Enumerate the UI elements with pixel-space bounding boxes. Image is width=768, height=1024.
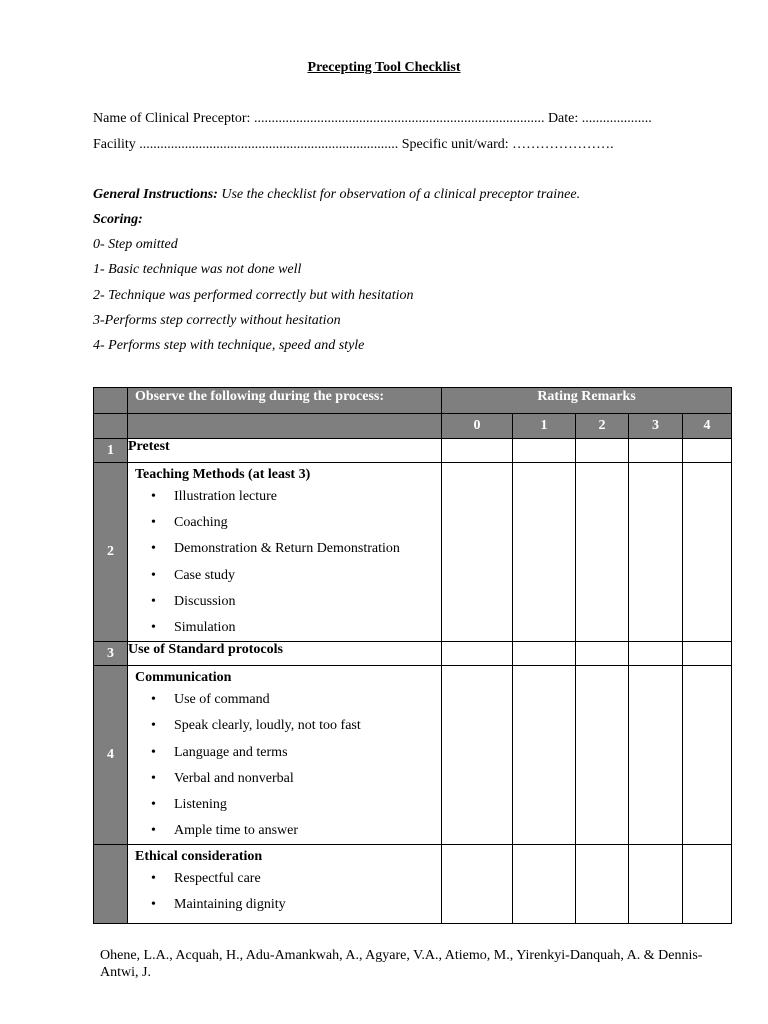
list-item: • Use of command: [128, 687, 441, 713]
table-row: [94, 845, 732, 923]
rating-cell[interactable]: [683, 642, 732, 666]
rating-cell[interactable]: [629, 845, 683, 923]
table-header-row: [94, 388, 732, 414]
list-item: • Simulation: [128, 615, 441, 641]
list-item: • Listening: [128, 792, 441, 818]
rating-cell[interactable]: [629, 439, 683, 463]
rating-cell[interactable]: [683, 439, 732, 463]
citation-footer: Ohene, L.A., Acquah, H., Adu-Amankwah, A., Agyare, V.A., Atiemo, M., Yirenkyi-Danquah, A. & Dennis-Antwi, J.: [100, 948, 703, 980]
row-number: 4: [94, 666, 128, 845]
row-content: [128, 845, 442, 923]
rating-cell[interactable]: [442, 439, 513, 463]
rating-cell[interactable]: [683, 666, 732, 845]
scoring-label: Scoring:: [93, 212, 143, 227]
list-item: • Language and terms: [128, 740, 441, 766]
rating-cell[interactable]: [513, 439, 576, 463]
header-num-cell-2: [94, 414, 128, 439]
rating-cell[interactable]: [513, 642, 576, 666]
observe-header: Observe the following during the process:: [128, 388, 442, 414]
rating-cell[interactable]: [629, 463, 683, 642]
row-number: 3: [94, 642, 128, 666]
rating-cell[interactable]: [576, 439, 629, 463]
rating-remarks-header: Rating Remarks: [442, 388, 732, 414]
score-3: 3-Performs step correctly without hesitation: [93, 313, 341, 328]
rating-col-0: 0: [442, 414, 513, 439]
rating-cell[interactable]: [576, 845, 629, 923]
list-item: • Illustration lecture: [128, 484, 441, 510]
list-item: • Maintaining dignity: [128, 892, 441, 918]
row-number: [94, 845, 128, 923]
rating-cell[interactable]: [513, 463, 576, 642]
rating-cell[interactable]: [576, 642, 629, 666]
general-instructions-label: General Instructions:: [93, 187, 218, 202]
header-blank-cell: [128, 414, 442, 439]
row-content: [128, 666, 442, 845]
list-item: • Coaching: [128, 510, 441, 536]
list-item: • Respectful care: [128, 866, 441, 892]
list-item: • Case study: [128, 563, 441, 589]
table-row: [94, 642, 732, 666]
rating-col-1: 1: [513, 414, 576, 439]
row-content: [128, 463, 442, 642]
rating-columns-row: [94, 414, 732, 439]
rating-cell[interactable]: [576, 666, 629, 845]
list-item: • Discussion: [128, 589, 441, 615]
bullet-list: [128, 687, 441, 844]
document-title: Precepting Tool Checklist: [307, 60, 461, 75]
rating-col-3: 3: [629, 414, 683, 439]
bullet-list: [128, 484, 441, 641]
score-1: 1- Basic technique was not done well: [93, 262, 302, 277]
row-number: 1: [94, 439, 128, 463]
rating-cell[interactable]: [683, 845, 732, 923]
table-row: [94, 463, 732, 642]
bullet-list: [128, 866, 441, 922]
row-title: Teaching Methods (at least 3): [135, 467, 311, 482]
score-0: 0- Step omitted: [93, 237, 178, 252]
rating-cell[interactable]: [513, 666, 576, 845]
rating-cell[interactable]: [442, 666, 513, 845]
row-title: Pretest: [128, 439, 442, 463]
list-item: • Demonstration & Return Demonstration: [128, 536, 441, 562]
general-instructions: [93, 187, 580, 203]
rating-cell[interactable]: [683, 463, 732, 642]
rating-col-2: 2: [576, 414, 629, 439]
rating-cell[interactable]: [442, 642, 513, 666]
general-instructions-text: Use the checklist for observation of a clinical preceptor trainee.: [217, 187, 581, 202]
preceptor-name-line: Name of Clinical Preceptor: ................................................................................... Date: ....................: [93, 111, 652, 126]
checklist-table: [93, 387, 732, 924]
rating-col-4: 4: [683, 414, 732, 439]
score-2: 2- Technique was performed correctly but with hesitation: [93, 288, 414, 303]
row-title: Communication: [135, 670, 232, 686]
rating-cell[interactable]: [442, 845, 513, 923]
table-row: [94, 666, 732, 845]
rating-cell[interactable]: [576, 463, 629, 642]
list-item: • Ample time to answer: [128, 818, 441, 844]
facility-line: Facility .......................................................................... Specific unit/ward: ………………….: [93, 137, 614, 152]
row-title: Ethical consideration: [135, 849, 263, 865]
row-number: 2: [94, 463, 128, 642]
rating-cell[interactable]: [629, 642, 683, 666]
score-4: 4- Performs step with technique, speed and style: [93, 338, 365, 353]
rating-cell[interactable]: [629, 666, 683, 845]
row-title: Use of Standard protocols: [128, 642, 442, 666]
table-row: [94, 439, 732, 463]
list-item: • Speak clearly, loudly, not too fast: [128, 713, 441, 739]
rating-cell[interactable]: [513, 845, 576, 923]
header-num-cell: [94, 388, 128, 414]
list-item: • Verbal and nonverbal: [128, 766, 441, 792]
rating-cell[interactable]: [442, 463, 513, 642]
